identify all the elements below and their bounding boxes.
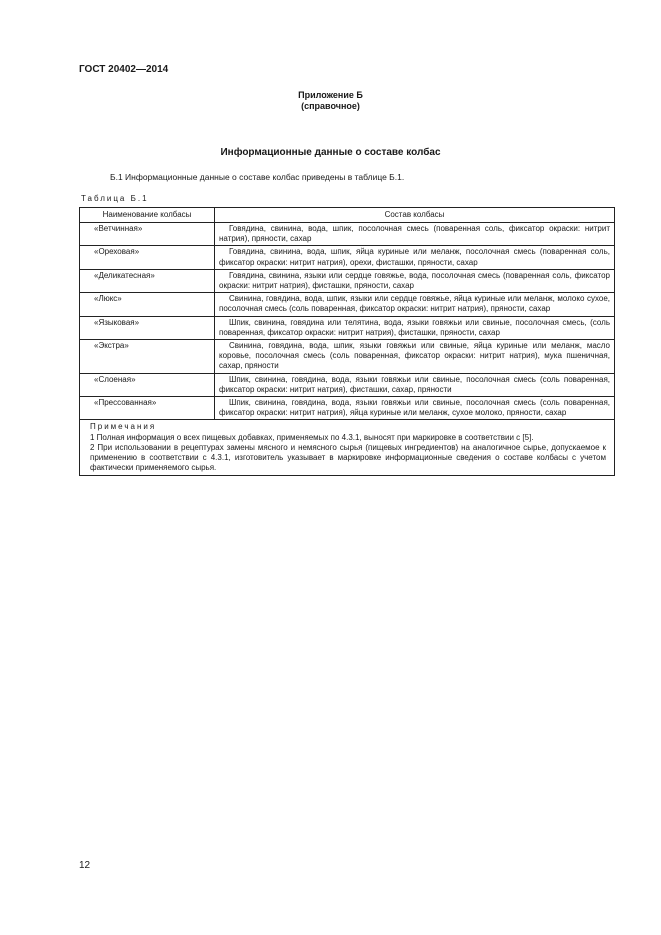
table-row bbox=[80, 293, 615, 316]
sausage-name: «Экстра» bbox=[80, 340, 215, 374]
sausage-name: «Деликатесная» bbox=[80, 269, 215, 292]
header-composition: Состав колбасы bbox=[215, 208, 615, 223]
composition-table bbox=[79, 207, 615, 476]
table-row bbox=[80, 397, 615, 420]
table-row bbox=[80, 223, 615, 246]
annex-type: (справочное) bbox=[301, 101, 360, 111]
table-row bbox=[80, 340, 615, 374]
page-number: 12 bbox=[79, 860, 91, 871]
sausage-composition: Говядина, свинина, вода, шпик, посолочная смесь (поваренная соль, фиксатор окраски: нитрит натрия), пряности, сахар bbox=[215, 223, 615, 246]
sausage-composition: Свинина, говядина, вода, шпик, языки говяжьи или свиные, яйца куриные или меланж, масло коровье, посолочная смесь (соль поваренная, фиксатор окраски: нитрит натрия), мука пшеничная, сахар, пряности bbox=[215, 340, 615, 374]
sausage-composition: Говядина, свинина, вода, шпик, яйца куриные или меланж, посолочная смесь (поваренная соль, фиксатор окраски: нитрит натрия), орехи, фисташки, пряности, сахар bbox=[215, 246, 615, 269]
table-notes-row bbox=[80, 420, 615, 476]
sausage-composition: Свинина, говядина, вода, шпик, языки или сердце говяжье, яйца куриные или меланж, молоко сухое, посолочная смесь (соль поваренная, фиксатор окраски: нитрит натрия), пряности, сахар bbox=[215, 293, 615, 316]
table-row bbox=[80, 246, 615, 269]
sausage-name: «Ореховая» bbox=[80, 246, 215, 269]
table-caption: Таблица Б.1 bbox=[81, 194, 149, 203]
table-header-row bbox=[80, 208, 615, 223]
sausage-name: «Ветчинная» bbox=[80, 223, 215, 246]
notes-heading: Примечания bbox=[90, 422, 157, 432]
sausage-composition: Говядина, свинина, языки или сердце говяжье, вода, посолочная смесь (поваренная соль, фиксатор окраски: нитрит натрия), фисташки, пряности, сахар bbox=[215, 269, 615, 292]
sausage-composition: Шпик, свинина, говядина, вода, языки говяжьи или свиные, посолочная смесь (соль поваренная, фиксатор окраски: нитрит натрия), фисташки, сахар, пряности bbox=[215, 373, 615, 396]
sausage-composition: Шпик, свинина, говядина или телятина, вода, языки говяжьи или свиные, посолочная смесь, (соль поваренная, фиксатор окраски: нитрит натрия), фисташки, пряности, сахар bbox=[215, 316, 615, 339]
section-intro: Б.1 Информационные данные о составе колбас приведены в таблице Б.1. bbox=[110, 172, 405, 182]
table-notes bbox=[80, 420, 615, 476]
sausage-name: «Люкс» bbox=[80, 293, 215, 316]
annex-label: Приложение Б bbox=[298, 90, 363, 100]
note-item: 1 Полная информация о всех пищевых добавках, применяемых по 4.3.1, выносят при маркировке в соответствии с [5]. bbox=[90, 432, 534, 442]
sausage-composition: Шпик, свинина, говядина, вода, языки говяжьи или свиные, посолочная смесь (соль поваренная, фиксатор окраски: нитрит натрия), яйца куриные или меланж, сухое молоко, пряности, сахар bbox=[215, 397, 615, 420]
header-name: Наименование колбасы bbox=[80, 208, 215, 223]
sausage-name: «Языковая» bbox=[80, 316, 215, 339]
section-title: Информационные данные о составе колбас bbox=[220, 147, 441, 158]
sausage-name: «Прессованная» bbox=[80, 397, 215, 420]
note-item: 2 При использовании в рецептурах замены мясного и немясного сырья (пищевых ингредиентов) на аналогичное сырье, допускаемое к применению в соответствии с 4.3.1, изготовитель указывает в маркировке информационные сведения о составе колбасы с учетом фактически применяемого сырья. bbox=[90, 442, 606, 473]
sausage-name: «Слоеная» bbox=[80, 373, 215, 396]
table-row bbox=[80, 316, 615, 339]
table-row bbox=[80, 269, 615, 292]
table-row bbox=[80, 373, 615, 396]
document-standard-number: ГОСТ 20402—2014 bbox=[79, 64, 169, 75]
